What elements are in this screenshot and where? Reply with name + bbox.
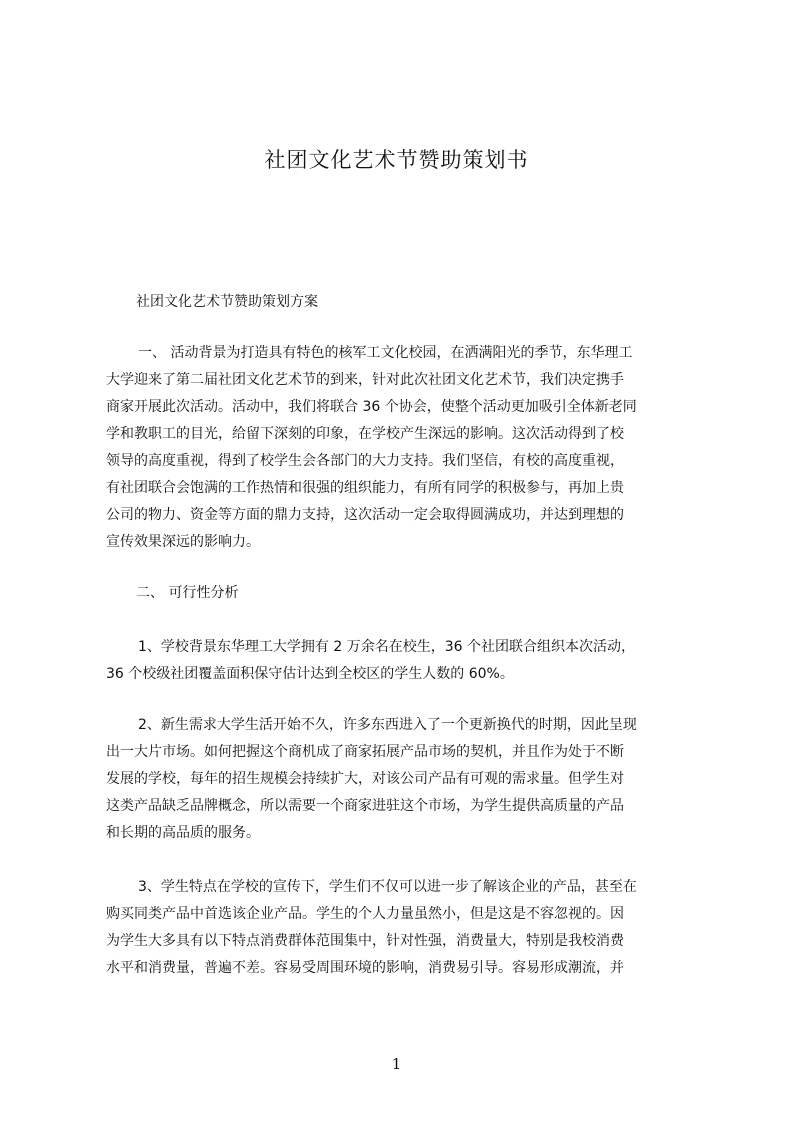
paragraph-line: 学和教职工的目光，给留下深刻的印象，在学校产生深远的影响。这次活动得到了校 (106, 426, 624, 442)
paragraph-line: 大学迎来了第二届社团文化艺术节的到来，针对此次社团文化艺术节，我们决定携手 (106, 372, 624, 388)
paragraph-line: 出一大片市场。如何把握这个商机成了商家拓展产品市场的契机，并且作为处于不断 (106, 744, 624, 760)
item-school-background (106, 634, 704, 688)
paragraph-line: 为学生大多具有以下特点消费群体范围集中，针对性强，消费量大，特别是我校消费 (106, 933, 624, 949)
paragraph-line: 36 个校级社团覆盖面积保守估计达到全校区的学生人数的 60%。 (106, 666, 514, 682)
paragraph-line: 有社团联合会饱满的工作热情和很强的组织能力，有所有同学的积极参与，再加上贵 (106, 480, 624, 496)
paragraph-line: 2、新生需求大学生活开始不久，许多东西进入了一个更新换代的时期，因此呈现 (138, 717, 637, 733)
paragraph-line: 水平和消费量，普遍不差。容易受周围环境的影响，消费易引导。容易形成潮流，并 (106, 960, 624, 976)
paragraph-line: 宣传效果深远的影响力。 (106, 534, 260, 550)
paragraph-line: 和长期的高品质的服务。 (106, 825, 260, 841)
document-title: 社团文化艺术节赞助策划书 (264, 148, 529, 172)
document-subtitle: 社团文化艺术节赞助策划方案 (136, 294, 318, 310)
paragraph-line: 公司的物力、资金等方面的鼎力支持，这次活动一定会取得圆满成功，并达到理想的 (106, 507, 624, 523)
paragraph-line: 领导的高度重视，得到了校学生会各部门的大力支持。我们坚信，有校的高度重视， (106, 453, 624, 469)
page-number: 1 (391, 1055, 402, 1073)
item-freshman-demand (106, 712, 704, 847)
section-background (106, 340, 704, 556)
paragraph-line: 发展的学校，每年的招生规模会持续扩大，对该公司产品有可观的需求量。但学生对 (106, 771, 624, 787)
section-heading-feasibility: 二、 可行性分析 (136, 585, 239, 601)
paragraph-line: 这类产品缺乏品牌概念，所以需要一个商家进驻这个市场，为学生提供高质量的产品 (106, 798, 624, 814)
paragraph-line: 一、 活动背景为打造具有特色的核军工文化校园，在洒满阳光的季节，东华理工 (138, 345, 633, 361)
paragraph-line: 商家开展此次活动。活动中，我们将联合 36 个协会，使整个活动更加吸引全体新老同 (106, 399, 637, 415)
paragraph-line: 3、学生特点在学校的宣传下，学生们不仅可以进一步了解该企业的产品，甚至在 (138, 879, 637, 895)
paragraph-line: 购买同类产品中首选该企业产品。学生的个人力量虽然小，但是这是不容忽视的。因 (106, 906, 624, 922)
item-student-traits (106, 874, 704, 982)
paragraph-line: 1、学校背景东华理工大学拥有 2 万余名在校生，36 个社团联合组织本次活动， (138, 639, 635, 655)
